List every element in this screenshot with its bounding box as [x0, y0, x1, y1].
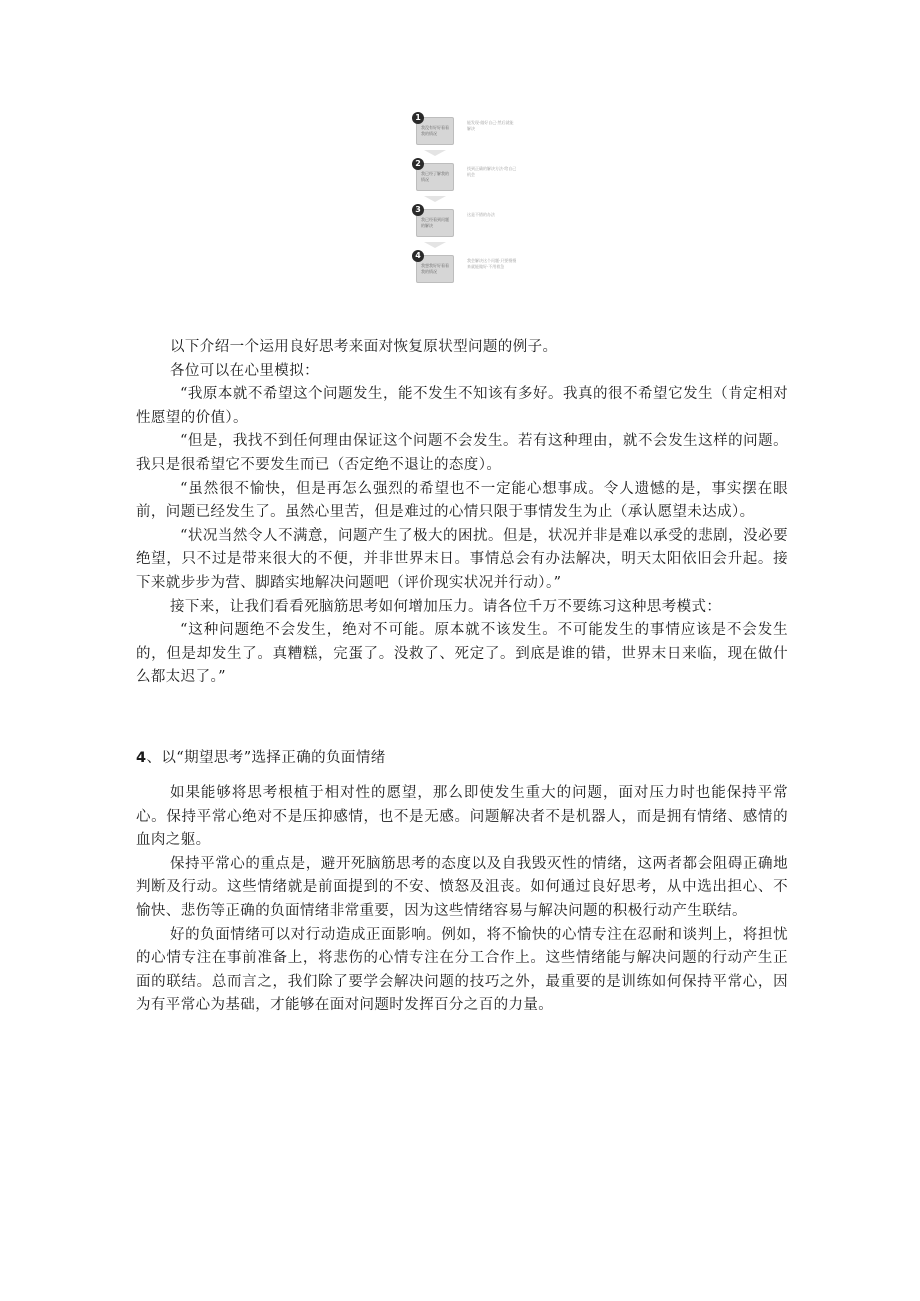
- paragraph: 以下介绍一个运用良好思考来面对恢复原状型问题的例子。: [170, 339, 558, 355]
- quote-paragraph: “这种问题绝不会发生，绝对不可能。原本就不该发生。不可能发生的事情应该是不会发生的，但是却发生了。真糟糕，完蛋了。没救了、死定了。到底是谁的错，世界末日来临，现在做什么都太迟了。”: [136, 622, 788, 686]
- step-number: 3: [412, 204, 424, 216]
- diagram-step-3: [412, 204, 512, 240]
- quote-paragraph: “状况当然令人不满意，问题产生了极大的困扰。但是，状况并非是难以承受的悲剧，没必要绝望，只不过是带来很大的不便，并非世界末日。事情总会有办法解决，明天太阳依旧会升起。接下来就步步为营、脚踏实地解决问题吧（评价现实状况并行动）。”: [136, 527, 788, 591]
- step-box: 我已经看到问题的解决: [416, 209, 454, 237]
- down-arrow-icon: [424, 242, 446, 248]
- step-number: 1: [412, 112, 424, 124]
- paragraph: 各位可以在心里模拟：: [170, 362, 319, 379]
- diagram-step-4: [412, 250, 517, 286]
- step-number: 2: [412, 158, 424, 170]
- step-box: 我没有好好看看我的情况: [416, 117, 454, 145]
- section-2-body: [136, 782, 788, 1018]
- diagram-step-2: [412, 158, 517, 194]
- section-number: 4: [136, 750, 147, 766]
- step-note: 能发现·做好自己·然后就能解决: [467, 120, 514, 131]
- step-note: 这是不错的办法: [467, 212, 495, 217]
- step-note: 找到正确的解决方法·给自己机会: [467, 166, 517, 177]
- paragraph: 保持平常心的重点是，避开死脑筋思考的态度以及自我毁灭性的情绪，这两者都会阻碍正确地判断及行动。这些情绪就是前面提到的不安、愤怒及沮丧。如何通过良好思考，从中选出担心、不愉快、悲伤等正确的负面情绪非常重要，因为这些情绪容易与解决问题的积极行动产生联结。: [136, 855, 788, 919]
- section-title: 、以“期望思考”选择正确的负面情绪: [146, 750, 386, 766]
- step-box: 我已经了解我的情况: [416, 163, 454, 191]
- down-arrow-icon: [424, 150, 446, 156]
- paragraph: 接下来，让我们看看死脑筋思考如何增加压力。请各位千万不要练习这种思考模式：: [170, 598, 722, 615]
- step-box: 我想我好好看看我的情况: [416, 255, 454, 283]
- process-diagram: [412, 112, 517, 294]
- quote-paragraph: “我原本就不希望这个问题发生，能不发生不知该有多好。我真的很不希望它发生（肯定相对性愿望的价值）。: [136, 386, 788, 426]
- step-number: 4: [412, 250, 424, 262]
- quote-paragraph: “虽然很不愉快，但是再怎么强烈的希望也不一定能心想事成。令人遗憾的是，事实摆在眼前，问题已经发生了。虽然心里苦，但是难过的心情只限于事情发生为止（承认愿望未达成）。: [136, 480, 788, 521]
- paragraph: 好的负面情绪可以对行动造成正面影响。例如，将不愉快的心情专注在忍耐和谈判上，将担忧的心情专注在事前准备上，将悲伤的心情专注在分工合作上。这些情绪能与解决问题的行动产生正面的联结。总而言之，我们除了要学会解决问题的技巧之外，最重要的是训练如何保持平常心，因为有平常心为基础，才能够在面对问题时发挥百分之百的力量。: [136, 926, 788, 1014]
- down-arrow-icon: [424, 196, 446, 202]
- step-note: 我会解决这个问题·只要慢慢来就能做好·不用着急: [467, 258, 517, 269]
- quote-paragraph: “但是，我找不到任何理由保证这个问题不会发生。若有这种理由，就不会发生这样的问题。我只是很希望它不要发生而已（否定绝不退让的态度）。: [136, 433, 788, 473]
- diagram-step-1: [412, 112, 512, 148]
- section-heading: [136, 746, 386, 770]
- section-1-body: [136, 336, 788, 690]
- paragraph: 如果能够将思考根植于相对性的愿望，那么即使发生重大的问题，面对压力时也能保持平常心。保持平常心绝对不是压抑感情，也不是无感。问题解决者不是机器人，而是拥有情绪、感情的血肉之躯。: [136, 785, 788, 849]
